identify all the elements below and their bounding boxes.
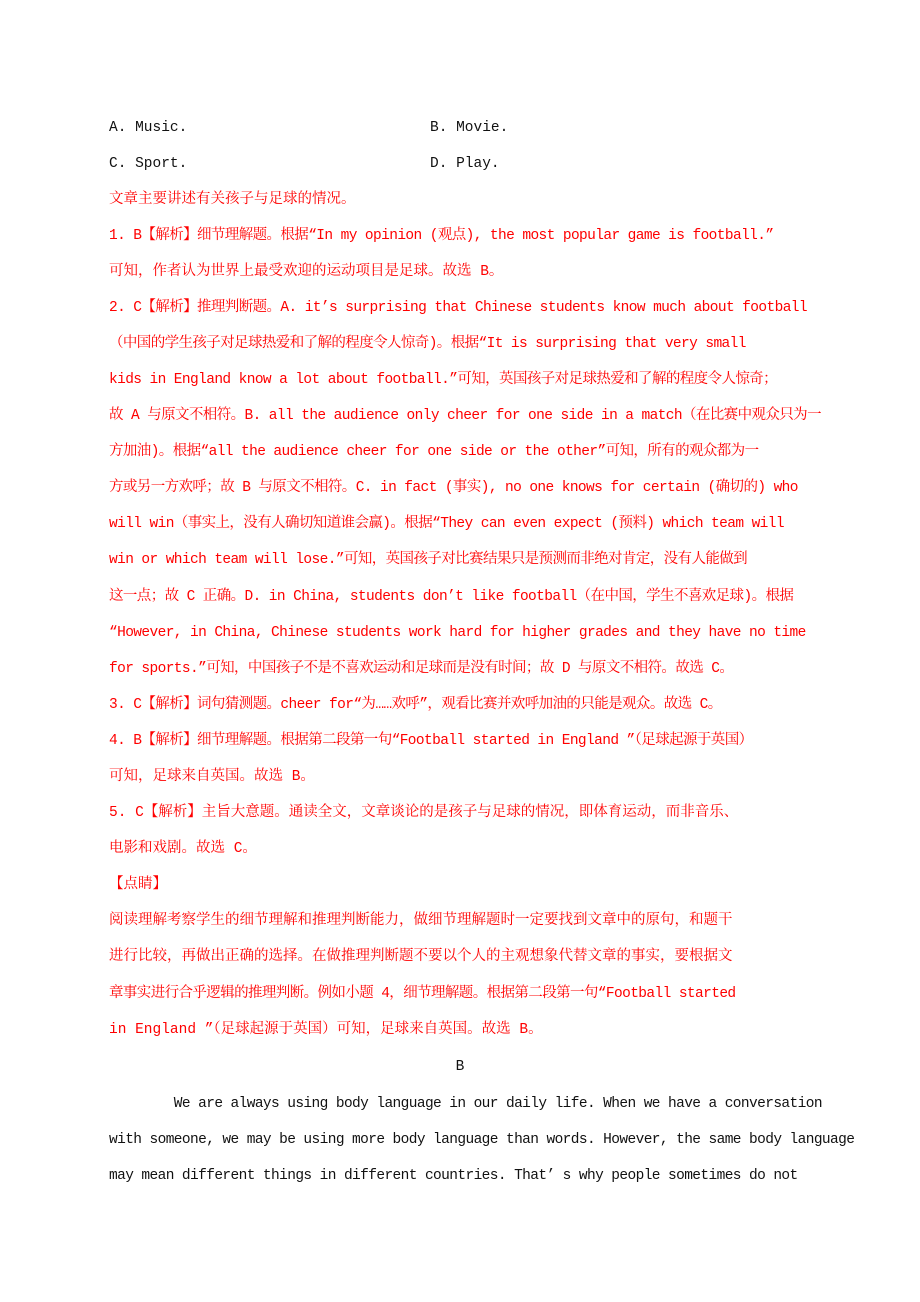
analysis-line: 2. C【解析】推理判断题。A. it’s surprising that Chinese students know much about football: [109, 300, 807, 316]
option-b: B. Movie.: [430, 120, 509, 136]
analysis-line: kids in England know a lot about football.”可知，英国孩子对足球热爱和了解的程度令人惊奇；: [109, 372, 778, 388]
analysis-line: 4. B【解析】细节理解题。根据第二段第一句“Football started in England ”（足球起源于英国）: [109, 733, 753, 749]
passage-line: We are always using body language in our daily life. When we have a conversation: [109, 1096, 822, 1112]
analysis-line: 方加油)。根据“all the audience cheer for one side or the other”可知，所有的观众都为一: [109, 444, 759, 460]
analysis-line: 故 A 与原文不相符。B. all the audience only cheer for one side in a match（在比赛中观众只为一: [109, 408, 821, 424]
option-d: D. Play.: [430, 156, 500, 172]
analysis-line: 方或另一方欢呼；故 B 与原文不相符。C. in fact (事实), no one knows for certain (确切的) who: [109, 480, 798, 496]
analysis-line: 1. B【解析】细节理解题。根据“In my opinion (观点), the most popular game is football.”: [109, 228, 774, 244]
section-b-heading: B: [455, 1059, 465, 1075]
option-c: C. Sport.: [109, 156, 188, 172]
analysis-line: （中国的学生孩子对足球热爱和了解的程度令人惊奇)。根据“It is surprising that very small: [109, 336, 746, 352]
tip-line: in England ”（足球起源于英国）可知，足球来自英国。故选 B。: [109, 1022, 543, 1038]
tip-line: 章事实进行合乎逻辑的推理判断。例如小题 4，细节理解题。根据第二段第一句“Football started: [109, 986, 736, 1002]
analysis-line: 3. C【解析】词句猜测题。cheer for“为……欢呼”，观看比赛并欢呼加油的只能是观众。故选 C。: [109, 697, 722, 713]
tip-heading: 【点睛】: [109, 877, 167, 893]
analysis-line: for sports.”可知，中国孩子不是不喜欢运动和足球而是没有时间；故 D 与原文不相符。故选 C。: [109, 661, 734, 677]
analysis-line: win or which team will lose.”可知，英国孩子对比赛结果只是预测而非绝对肯定，没有人能做到: [109, 552, 748, 568]
analysis-line: 电影和戏剧。故选 C。: [109, 841, 257, 857]
passage-line: may mean different things in different countries. That’ s why people sometimes do not: [109, 1168, 798, 1184]
analysis-line: 可知，足球来自英国。故选 B。: [109, 769, 315, 785]
tip-line: 阅读理解考察学生的细节理解和推理判断能力，做细节理解题时一定要找到文章中的原句，和题干: [109, 913, 733, 929]
analysis-line: 这一点；故 C 正确。D. in China, students don’t like football（在中国，学生不喜欢足球)。根据: [109, 589, 794, 605]
analysis-line: 可知，作者认为世界上最受欢迎的运动项目是足球。故选 B。: [109, 264, 504, 280]
analysis-line: “However, in China, Chinese students work hard for higher grades and they have no time: [109, 625, 806, 641]
analysis-line: will win（事实上，没有人确切知道谁会赢)。根据“They can even expect (预料) which team will: [109, 516, 784, 532]
passage-line: with someone, we may be using more body language than words. However, the same body language: [109, 1132, 855, 1148]
analysis-summary: 文章主要讲述有关孩子与足球的情况。: [109, 192, 356, 208]
analysis-line: 5. C【解析】主旨大意题。通读全文，文章谈论的是孩子与足球的情况，即体育运动，而非音乐、: [109, 805, 739, 821]
tip-line: 进行比较，再做出正确的选择。在做推理判断题不要以个人的主观想象代替文章的事实，要根据文: [109, 949, 733, 965]
option-a: A. Music.: [109, 120, 188, 136]
